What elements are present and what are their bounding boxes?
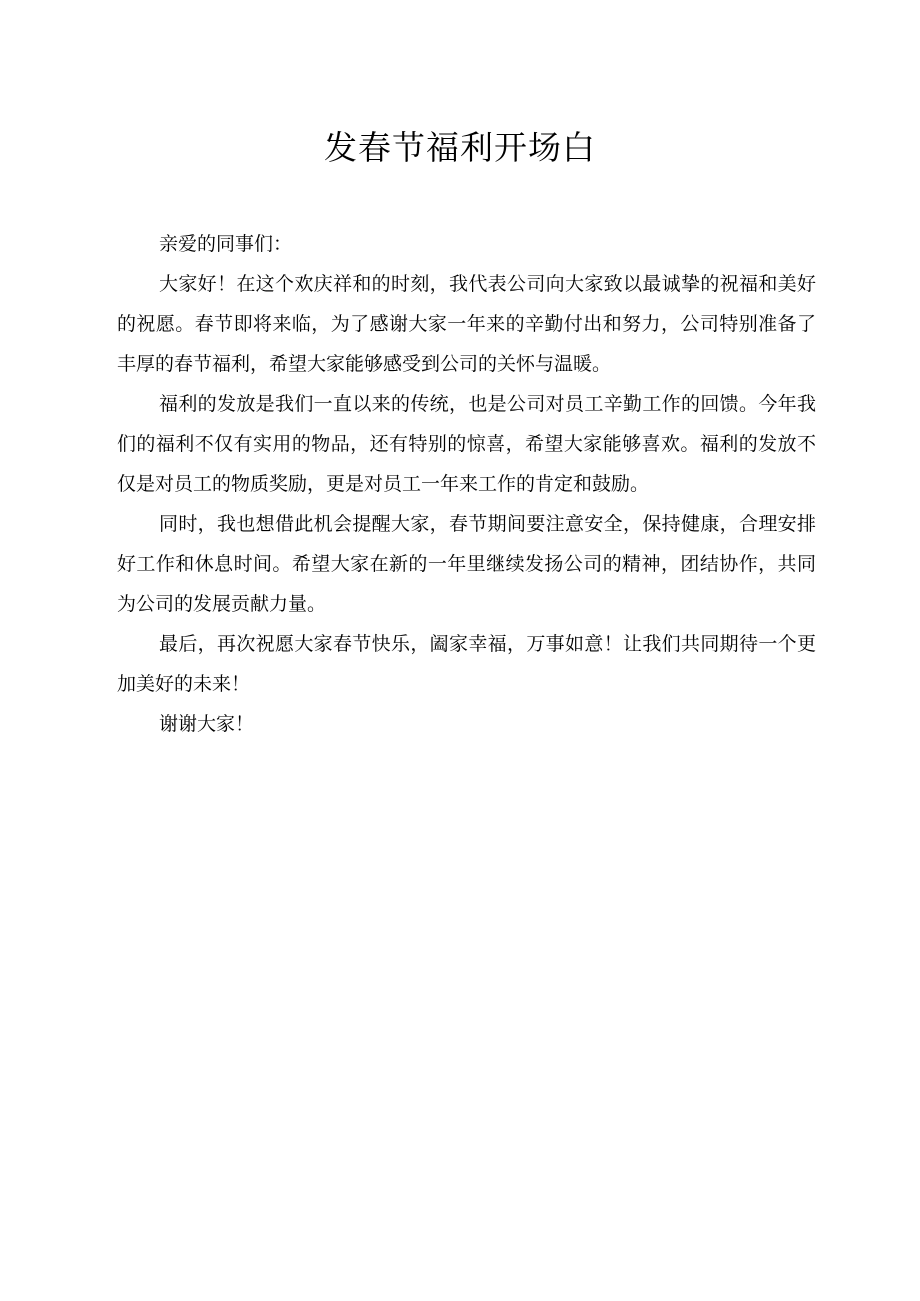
closing-thanks: 谢谢大家！ bbox=[159, 713, 255, 735]
document-body bbox=[117, 224, 816, 744]
paragraph-wishes: 最后，再次祝愿大家春节快乐，阖家幸福，万事如意！让我们共同期待一个更加美好的未来！ bbox=[117, 633, 816, 695]
paragraph-reminder: 同时，我也想借此机会提醒大家，春节期间要注意安全，保持健康，合理安排好工作和休息时间。希望大家在新的一年里继续发扬公司的精神，团结协作，共同为公司的发展贡献力量。 bbox=[117, 513, 816, 615]
salutation: 亲爱的同事们： bbox=[159, 233, 293, 255]
document-title: 发春节福利开场白 bbox=[324, 128, 596, 167]
paragraph-greeting: 大家好！在这个欢庆祥和的时刻，我代表公司向大家致以最诚挚的祝福和美好的祝愿。春节即将来临，为了感谢大家一年来的辛勤付出和努力，公司特别准备了丰厚的春节福利，希望大家能够感受到公司的关怀与温暖。 bbox=[117, 273, 816, 375]
paragraph-tradition: 福利的发放是我们一直以来的传统，也是公司对员工辛勤工作的回馈。今年我们的福利不仅有实用的物品，还有特别的惊喜，希望大家能够喜欢。福利的发放不仅是对员工的物质奖励，更是对员工一年来工作的肯定和鼓励。 bbox=[117, 393, 816, 495]
